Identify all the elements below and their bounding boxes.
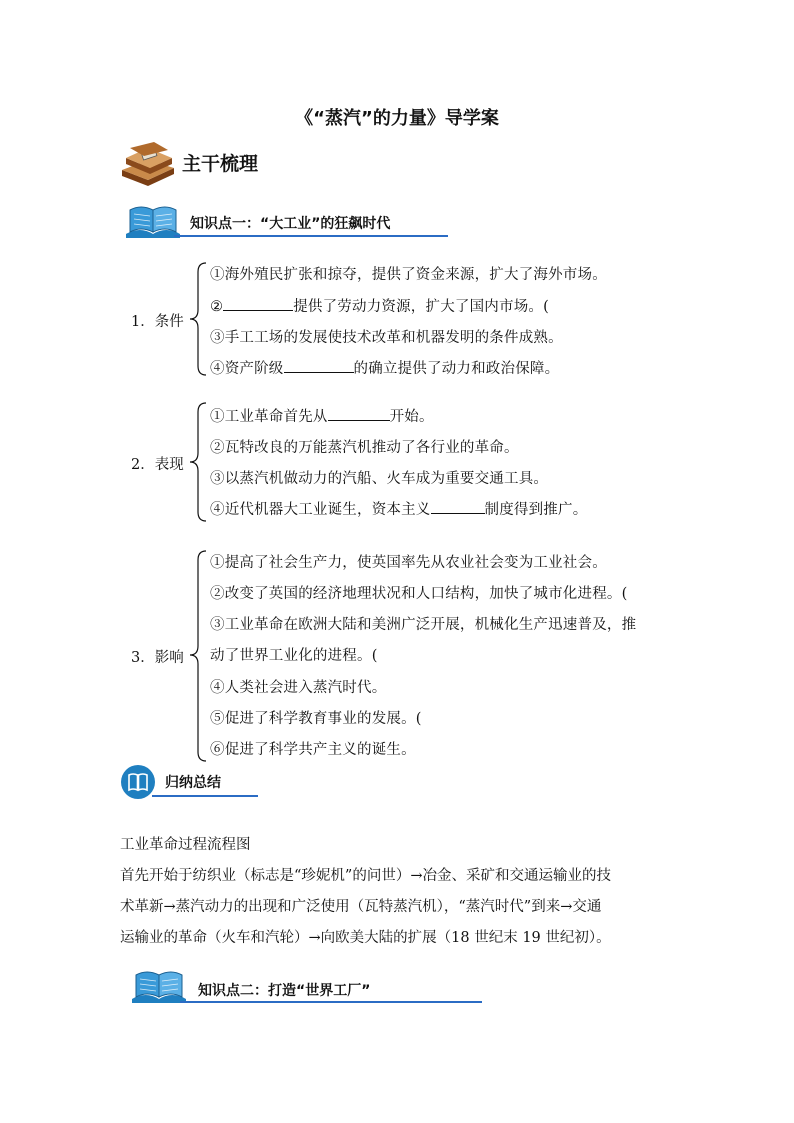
group-3-item-3: ③工业革命在欧洲大陆和美洲广泛开展，机械化生产迅速普及，推	[210, 617, 637, 633]
brace-3	[188, 550, 208, 762]
brace-1	[188, 262, 208, 376]
kp1-underline	[174, 235, 448, 237]
summary-line-3: 运输业的革命（火车和汽轮）→向欧美大陆的扩展（18 世纪末 19 世纪初）。	[120, 930, 611, 946]
group-1-item-2: ② 提供了劳动力资源，扩大了国内市场。(	[210, 295, 549, 316]
group-1-item-4: ④资产阶级 的确立提供了动力和政治保障。	[210, 357, 559, 378]
group-3-item-6: ⑥促进了科学共产主义的诞生。	[210, 742, 416, 758]
blank-bourgeoisie[interactable]	[284, 358, 354, 373]
kp2-underline	[180, 1001, 482, 1003]
knowledge-point-1-title: 知识点一：“大工业”的狂飙时代	[190, 216, 391, 232]
knowledge-point-2-title: 知识点二：打造“世界工厂”	[198, 983, 371, 999]
group-3-label: 3．影响	[131, 650, 184, 666]
group-2-item-2: ②瓦特改良的万能蒸汽机推动了各行业的革命。	[210, 440, 519, 456]
group-3-item-1: ①提高了社会生产力，使英国率先从农业社会变为工业社会。	[210, 555, 607, 571]
group-2-item-3: ③以蒸汽机做动力的汽船、火车成为重要交通工具。	[210, 471, 549, 487]
brace-2	[188, 402, 208, 522]
page-title: 《“蒸汽”的力量》导学案	[295, 108, 499, 129]
open-book-icon-2	[130, 969, 188, 1003]
summary-book-icon	[120, 764, 156, 800]
group-2-item-1: ①工业革命首先从 开始。	[210, 405, 434, 426]
blank-system[interactable]	[431, 499, 485, 514]
group-1-item-1: ①海外殖民扩张和掠夺，提供了资金来源，扩大了海外市场。	[210, 267, 607, 283]
blank-start-industry[interactable]	[328, 406, 390, 421]
main-heading: 主干梳理	[182, 153, 259, 175]
summary-line-2: 术革新→蒸汽动力的出现和广泛使用（瓦特蒸汽机），“蒸汽时代”到来→交通	[120, 899, 602, 915]
blank-labor[interactable]	[223, 296, 293, 311]
summary-underline	[152, 795, 258, 797]
group-1-label: 1．条件	[131, 314, 184, 330]
group-3-item-5: ⑤促进了科学教育事业的发展。(	[210, 711, 422, 727]
group-1-item-3: ③手工工场的发展使技术改革和机器发明的条件成熟。	[210, 330, 563, 346]
summary-line-1: 首先开始于纺织业（标志是“珍妮机”的问世）→冶金、采矿和交通运输业的技	[120, 868, 611, 884]
group-3-item-3-cont: 动了世界工业化的进程。(	[210, 648, 378, 664]
books-icon	[118, 140, 178, 186]
summary-subtitle: 工业革命过程流程图	[120, 837, 251, 853]
summary-title: 归纳总结	[165, 775, 221, 791]
group-2-item-4: ④近代机器大工业诞生，资本主义 制度得到推广。	[210, 498, 587, 519]
group-3-item-4: ④人类社会进入蒸汽时代。	[210, 680, 387, 696]
group-3-item-2: ②改变了英国的经济地理状况和人口结构，加快了城市化进程。(	[210, 586, 628, 602]
group-2-label: 2．表现	[131, 457, 184, 473]
open-book-icon	[124, 204, 182, 238]
